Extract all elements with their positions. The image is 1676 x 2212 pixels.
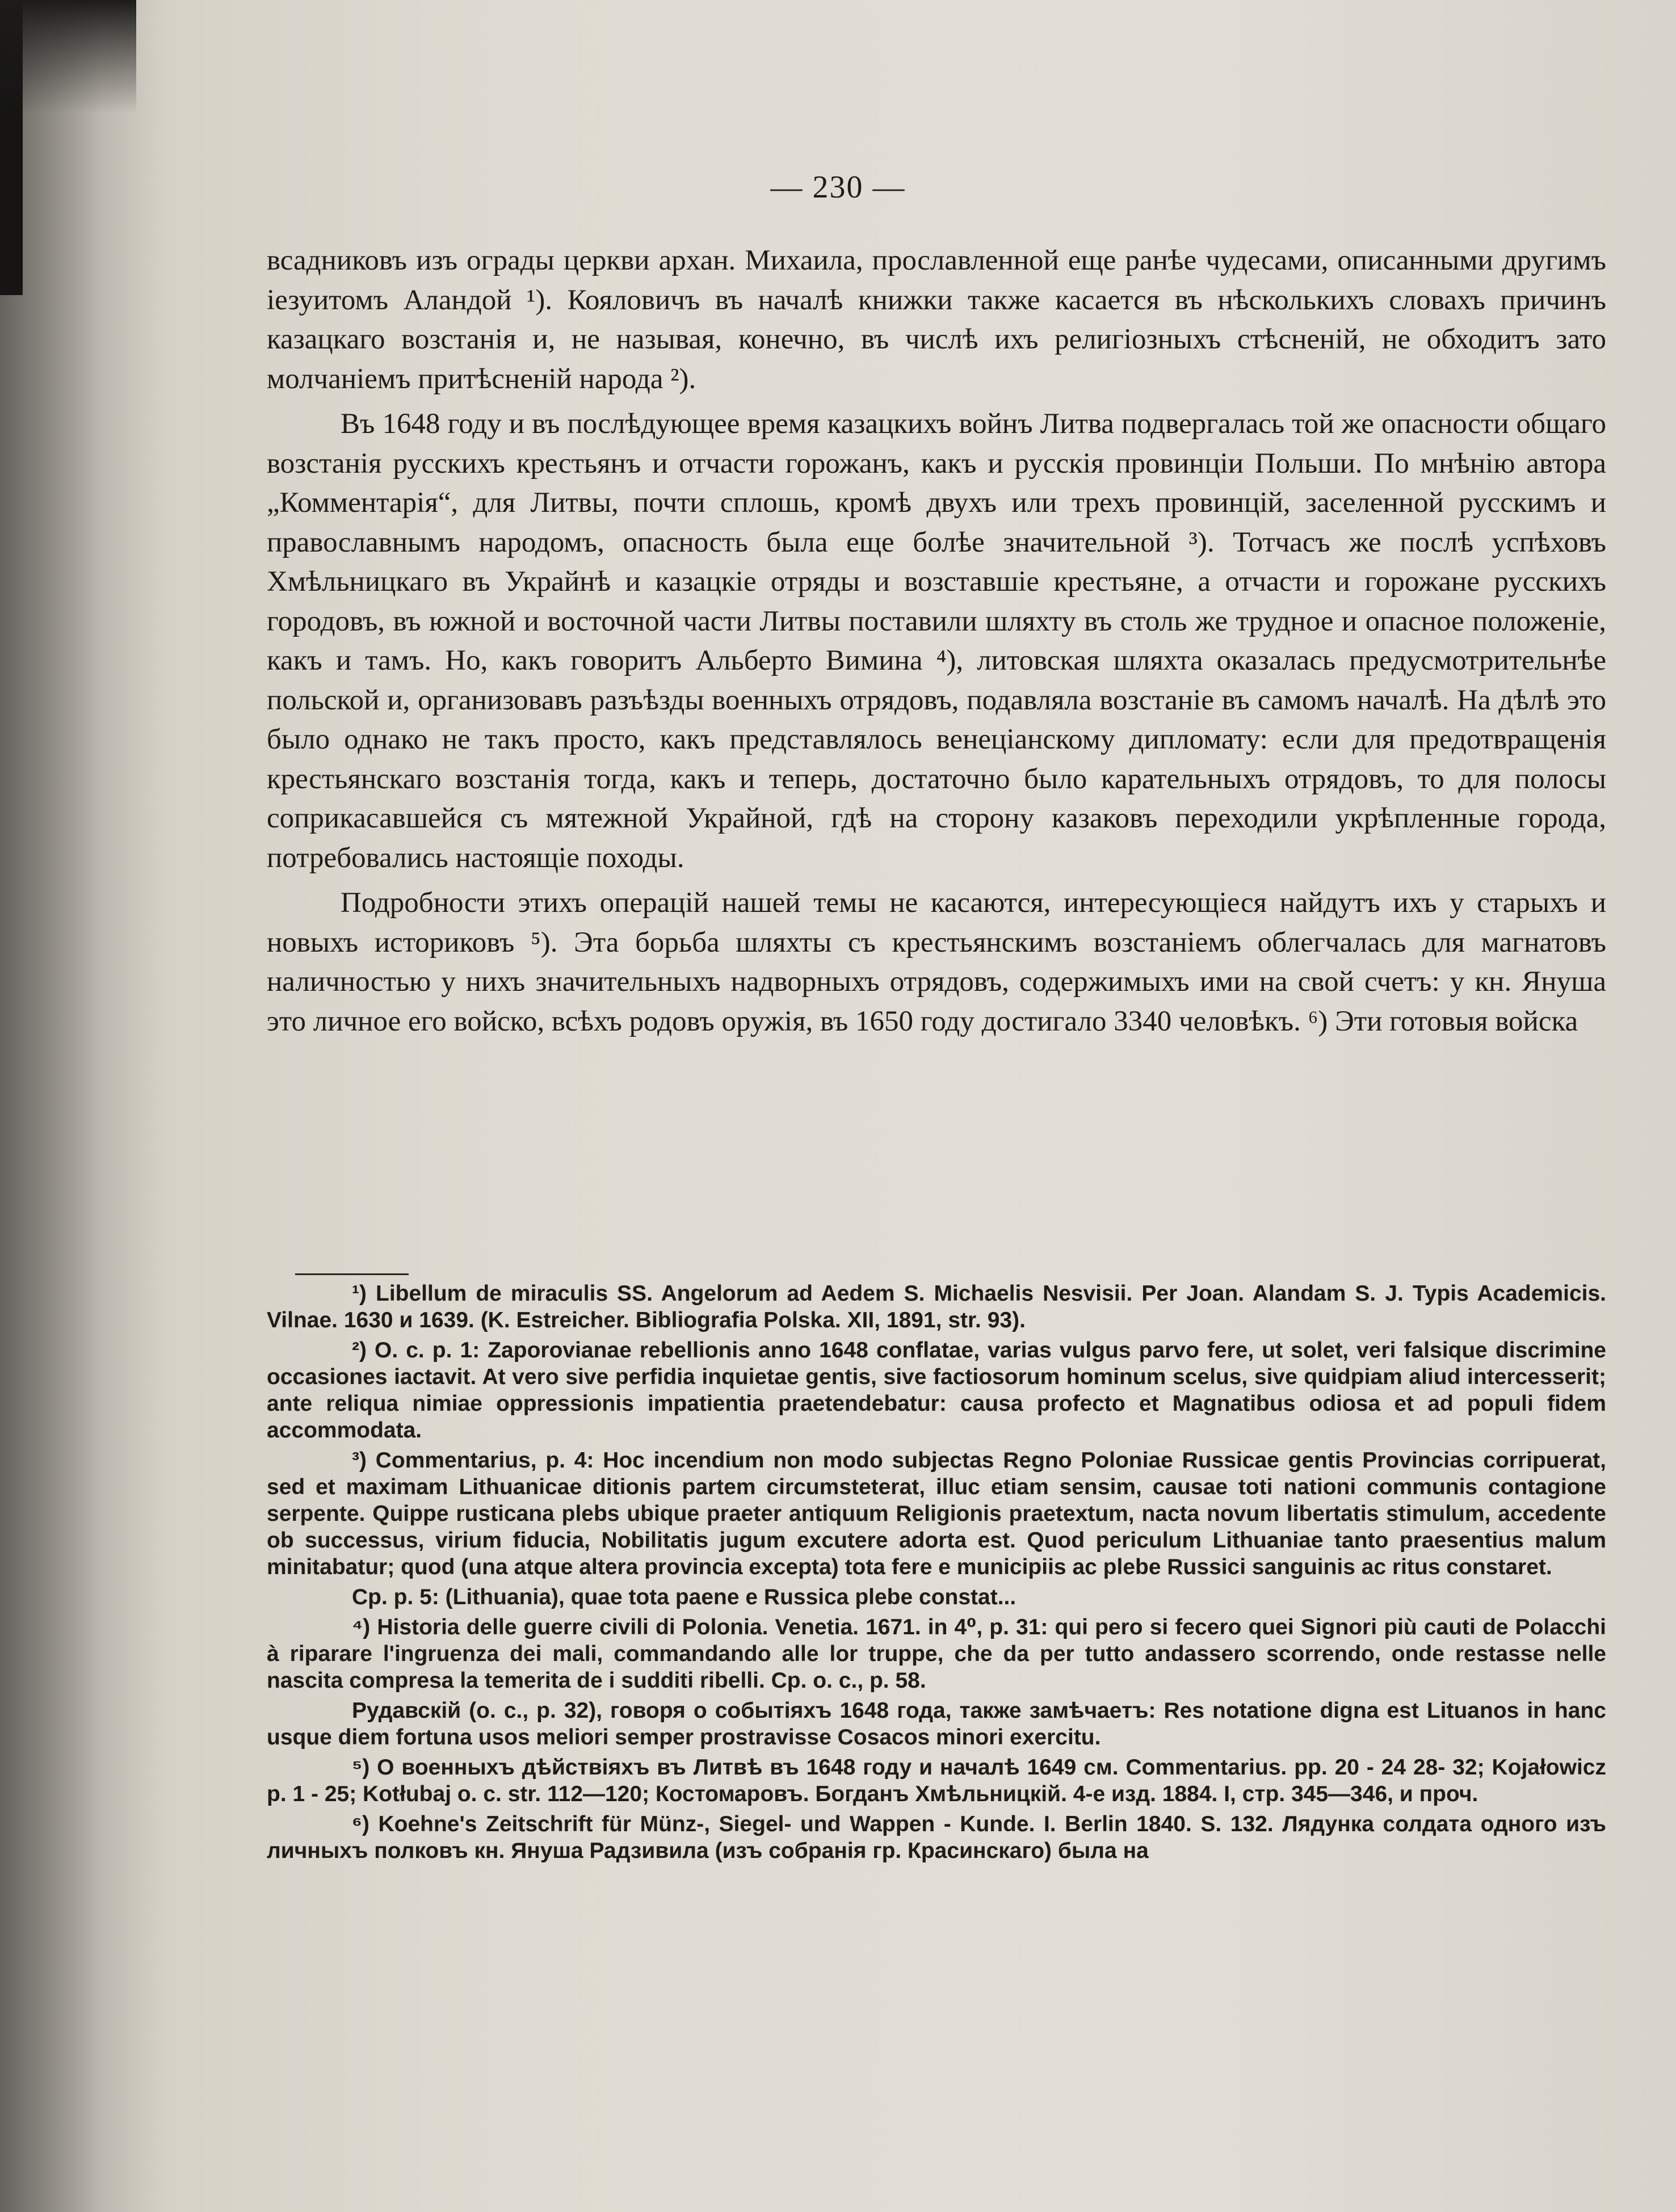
paragraph: Въ 1648 году и въ послѣдующее время казацкихъ войнъ Литва подвергалась той же опасности общаго возстанія русскихъ крестьянъ и отчасти горожанъ, какъ и русскія провинціи Польши. По мнѣнію автора „Комментарія“, для Литвы, почти сплошь, кромѣ двухъ или трехъ провинцій, заселенной русскимъ и православнымъ народомъ, опасность была еще болѣе значительной ³). Тотчасъ же послѣ успѣховъ Хмѣльницкаго въ Украйнѣ и казацкіе отряды и возставшіе крестьяне, а отчасти и горожане русскихъ городовъ, въ южной и восточной части Литвы поставили шляхту въ столь же трудное и опасное положеніе, какъ и тамъ. Но, какъ говоритъ Альберто Вимина ⁴), литовская шляхта оказалась предусмотрительнѣе польской и, организовавъ разъѣзды военныхъ отрядовъ, подавляла возстаніе въ самомъ началѣ. На дѣлѣ это было однако не такъ просто, какъ представлялось венеціанскому дипломату: если для предотвращенія крестьянскаго возстанія тогда, какъ и теперь, достаточно было карательныхъ отрядовъ, то для полосы соприкасавшейся съ мятежной Украйной, гдѣ на сторону казаковъ переходили укрѣпленные города, потребовались настоящіе походы.: [267, 408, 1606, 874]
footnote: ⁶) Koehne's Zeitschrift für Münz-, Siegel- und Wappen - Kunde. I. Berlin 1840. S. 132. Лядунка солдата одного изъ личныхъ полковъ кн. Януша Радзивила (изъ собранія гр. Красинскаго) была на: [267, 1812, 1606, 1863]
paragraph: Подробности этихъ операцій нашей темы не касаются, интересующіеся найдутъ ихъ у старыхъ и новыхъ историковъ ⁵). Эта борьба шляхты съ крестьянскимъ возстаніемъ облегчалась для магнатовъ наличностью у нихъ значительныхъ надворныхъ отрядовъ, содержимыхъ ими на свой счетъ: у кн. Януша это личное его войско, всѣхъ родовъ оружія, въ 1650 году достигало 3340 человѣкъ. ⁶) Эти готовыя войска: [267, 887, 1606, 1037]
footnote: ³) Commentarius, p. 4: Hoc incendium non modo subjectas Regno Poloniae Russicae gentis Provincias corripuerat, sed et maximam Lithuanicae ditionis partem circumsteterat, illuc etiam sensim, causae toti nationi communis contagione serpente. Quippe rusticana plebs ubique praeter antiquum Religionis praetextum, nacta novum libertatis stimulum, accedente ob successus, virium fiducia, Nobilitatis jugum excutere adorta est. Quod periculum Lithuaniae tanto praesentius malum minitabatur; quod (una atque altera provincia excepta) tota fere e municipiis ac plebe Russici sanguinis ac ritus constaret.: [267, 1448, 1606, 1579]
page-corner-dark: [0, 0, 136, 113]
main-text: [267, 241, 1606, 1041]
footnote: ¹) Libellum de miraculis SS. Angelorum ad Aedem S. Michaelis Nesvisii. Per Joan. Alandam S. J. Typis Academicis. Vilnae. 1630 и 1639. (K. Estreicher. Bibliografia Polska. XII, 1891, str. 93).: [267, 1281, 1606, 1332]
footnotes: [267, 1280, 1606, 1868]
page-number: — 230 —: [770, 170, 906, 205]
footnote: ²) O. c. p. 1: Zaporovianae rebellionis anno 1648 conflatae, varias vulgus parvo fere, ut solet, veri falsique discrimine occasiones iactavit. At vero sive perfidia inquietae gentis, sive factiosorum hominum scelus, sive quidpiam aliud intercesserit; ante reliqua nimiae oppressionis impatientia praetendebatur: causa profecto et Magnatibus odiosa et ad populi fidem accommodata.: [267, 1338, 1606, 1443]
footnote-separator: [295, 1273, 409, 1275]
footnote: ⁵) О военныхъ дѣйствіяхъ въ Литвѣ въ 1648 году и началѣ 1649 см. Commentarius. pp. 20 - 24 28- 32; Kojałowicz p. 1 - 25; Kotłubaj o. c. str. 112—120; Костомаровъ. Богданъ Хмѣльницкій. 4-е изд. 1884. I, стр. 345—346, и проч.: [267, 1755, 1606, 1806]
footnote: ⁴) Historia delle guerre civili di Polonia. Venetia. 1671. in 4⁰, p. 31: qui pero si fecero quei Signori più cauti de Polacchi à riparare l'ingruenza dei mali, commandando alle lor truppe, che da per tutto andassero scorrendo, onde restasse nelle nascita compresa la temerita de i sudditi ribelli. Cp. o. c., p. 58.: [267, 1615, 1606, 1693]
paragraph: всадниковъ изъ ограды церкви архан. Михаила, прославленной еще ранѣе чудесами, описанными другимъ іезуитомъ Аландой ¹). Кояловичъ въ началѣ книжки также касается въ нѣсколькихъ словахъ причинъ казацкаго возстанія и, не называя, конечно, въ числѣ ихъ религіозныхъ стѣсненій, не обходитъ зато молчаніемъ притѣсненій народа ²).: [267, 245, 1606, 395]
footnote: Cp. p. 5: (Lithuania), quae tota paene e Russica plebe constat...: [352, 1585, 1016, 1609]
page-fold-shadow: [0, 0, 170, 2212]
footnote: Рудавскій (o. c., p. 32), говоря о событіяхъ 1648 года, также замѣчаетъ: Res notatione digna est Lituanos in hanc usque diem fortuna usos meliori semper prostravisse Cosacos minori exercitu.: [267, 1698, 1606, 1750]
